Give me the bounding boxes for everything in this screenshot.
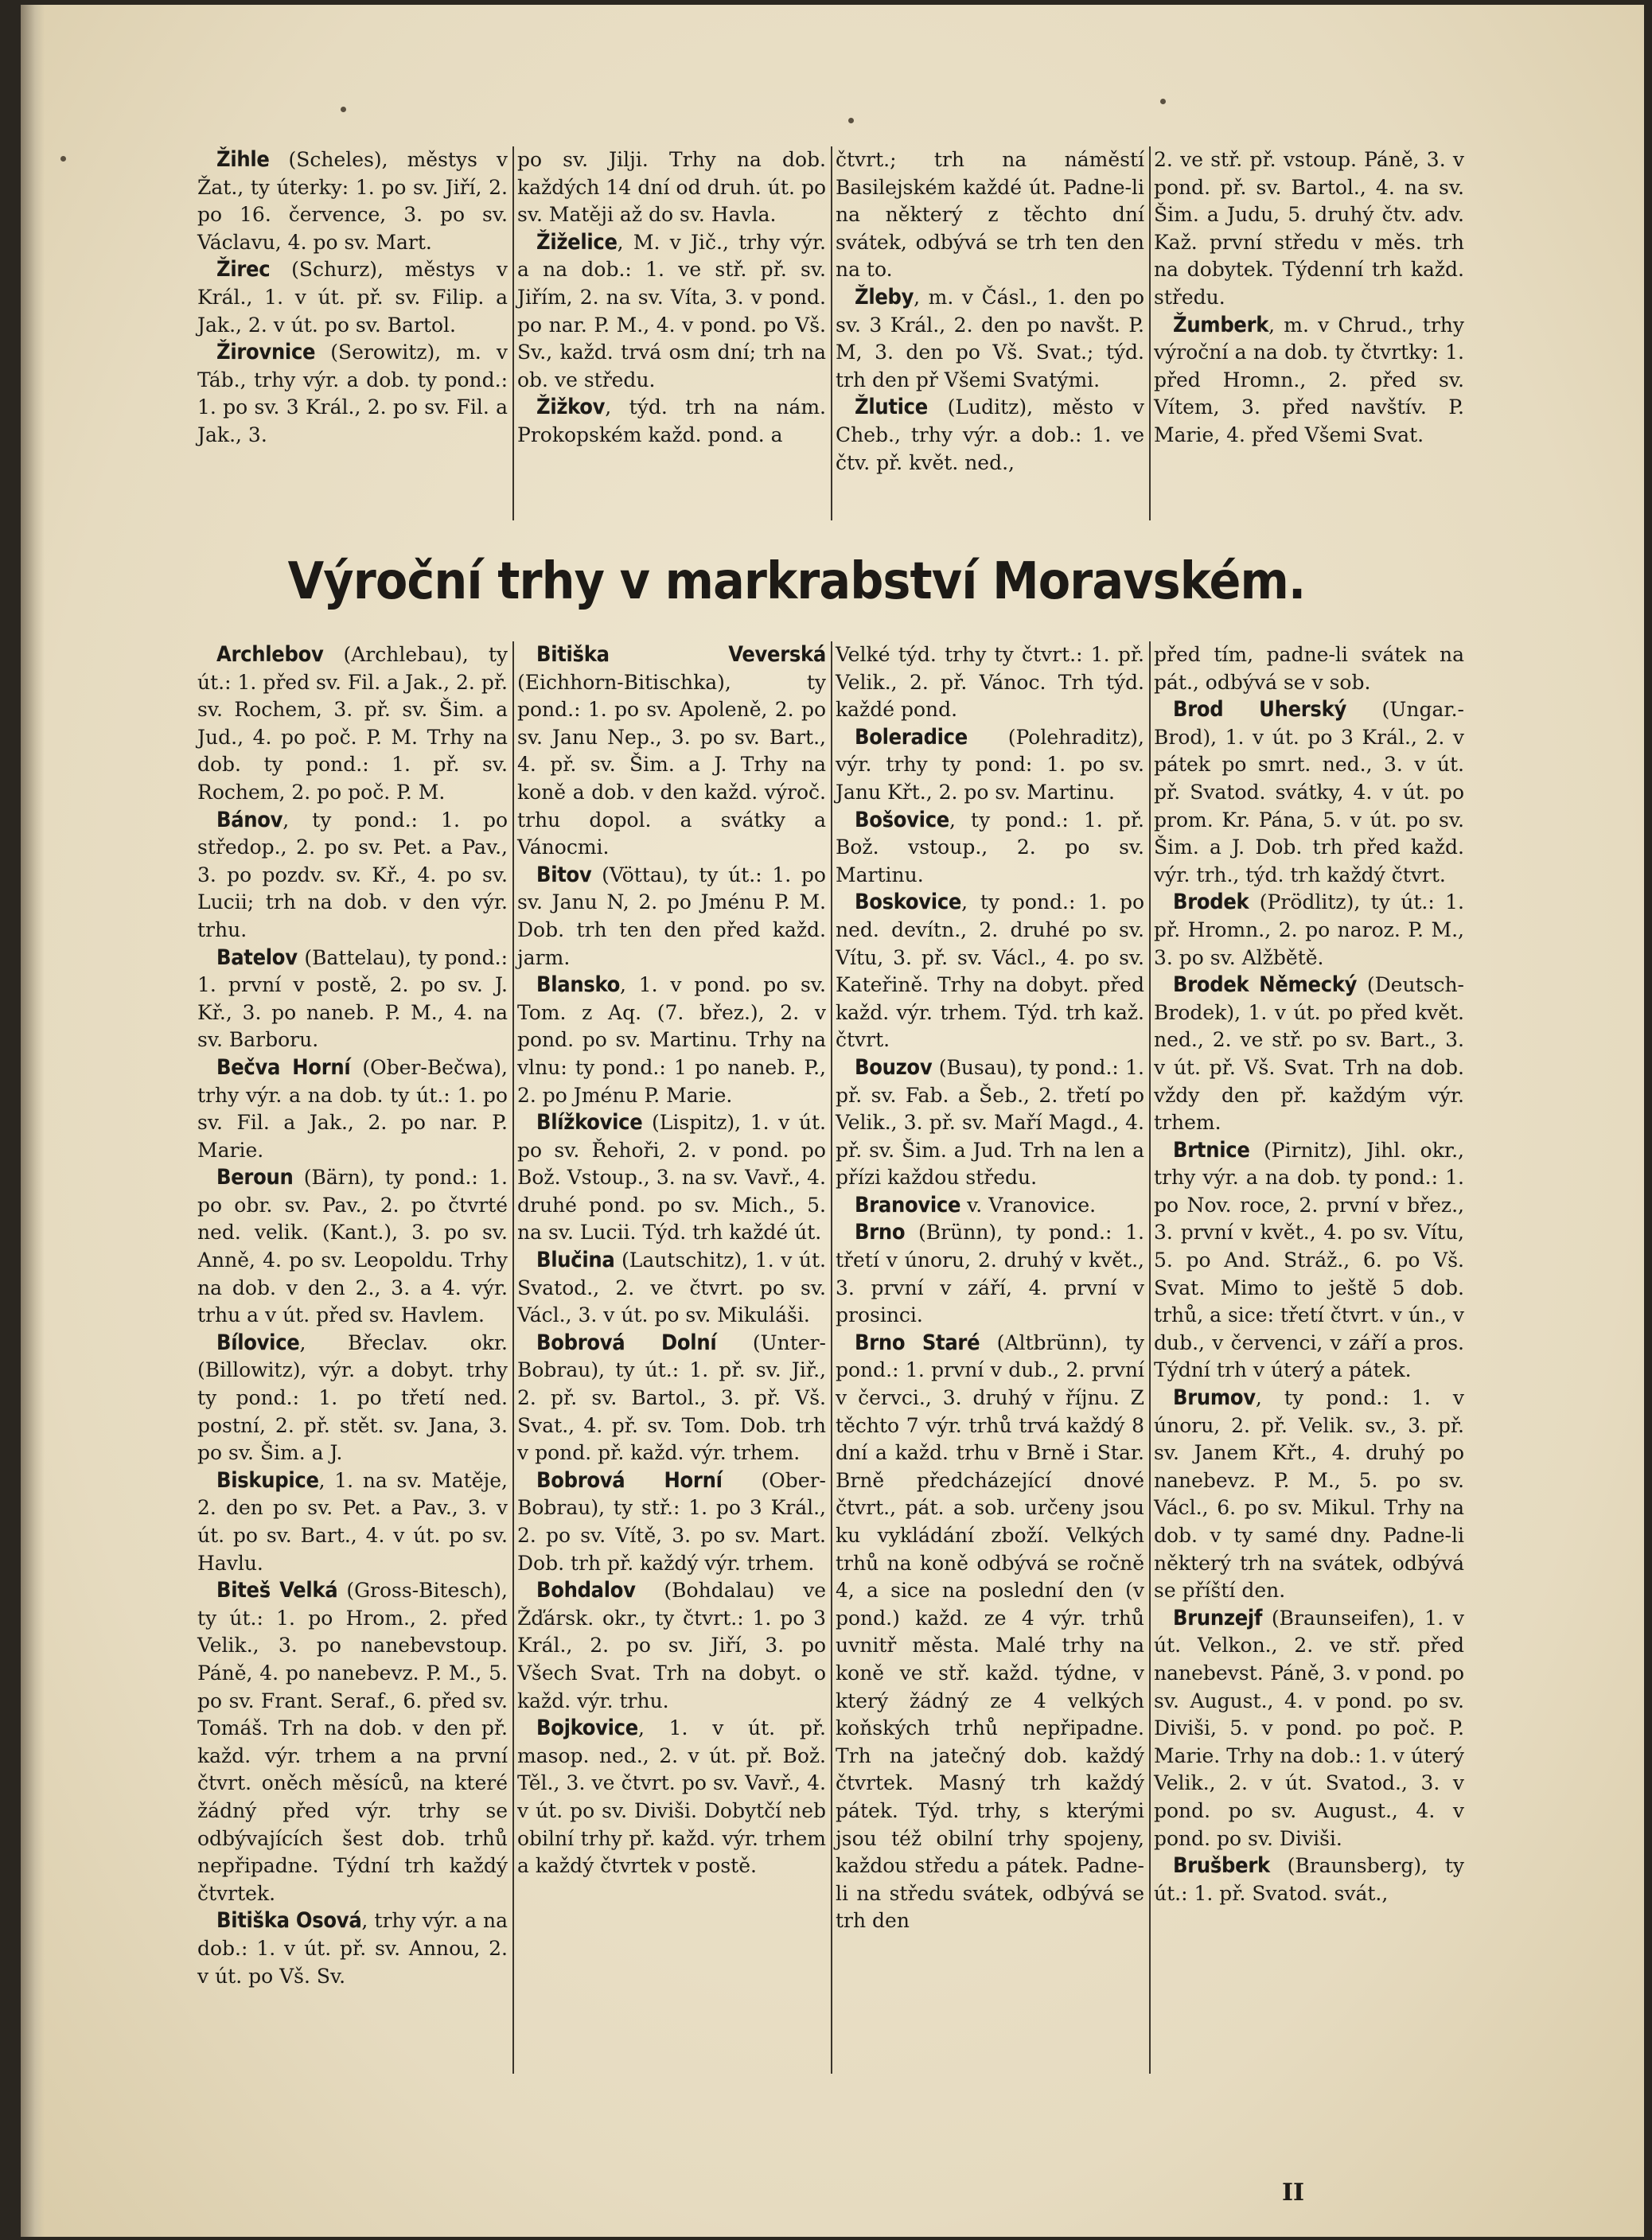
entry-heading: Bobrová Horní <box>536 1467 723 1493</box>
entry-heading: Brodek Německý <box>1173 972 1358 998</box>
bottom-column-1 <box>197 641 508 1990</box>
entry-heading: Bílovice <box>216 1330 300 1355</box>
entry-heading: Žižkov <box>536 395 606 420</box>
entry <box>836 284 1144 394</box>
entry <box>1154 1605 1464 1852</box>
entry-heading: Bitov <box>536 862 592 887</box>
page <box>21 5 1644 2237</box>
entry <box>517 862 826 972</box>
entry-text: , ty pond.: 1. po ned. devítn., 2. druhé po sv. Vítu, 3. př. sv. Václ., 4. po sv. Kateřině. Trhy na dobyt. před každ. výr. trhem. Týd. trh kaž. čtvrt. <box>836 890 1144 1052</box>
entry-heading: Žumberk <box>1173 312 1269 337</box>
entry-text: (Battelau), ty pond.: 1. první v postě, 2. po sv. J. Kř., 3. po naneb. P. M., 4. na sv. Barboru. <box>197 945 508 1052</box>
entry <box>836 1192 1144 1220</box>
entry <box>517 972 826 1109</box>
entry-heading: Žirec <box>216 257 271 282</box>
entry-heading: Bobrová Dolní <box>536 1330 717 1355</box>
entry-text: , M. v Jič., trhy výr. a na dob.: 1. ve stř. př. sv. Jiřím, 2. na sv. Víta, 3. v pond. po nar. P. M., 4. v pond. po Vš. Sv., každ. trvá osm dní; trh na ob. ve středu. <box>517 230 826 392</box>
entry-text: , 1. na sv. Matěje, 2. den po sv. Pet. a Pav., 3. v út. po sv. Bart., 4. v út. po sv. Havlu. <box>197 1468 508 1575</box>
entry-text: , ty pond.: 1. v únoru, 2. př. Velik. sv., 3. př. sv. Janem Křt., 4. druhý po nanebevz. P. M., 5. po sv. Václ., 6. po sv. Mikul. Trhy na dob. v ty samé dny. Padne-li některý trh na svátek, odbývá se příští den. <box>1154 1386 1464 1603</box>
column-rule <box>1149 146 1151 520</box>
entry-heading: Blansko <box>536 972 620 998</box>
entry-text: , trhy výr. a na dob.: 1. v út. př. sv. Annou, 2. v út. po Vš. Sv. <box>197 1909 508 1988</box>
entry-heading: Boleradice <box>855 724 968 750</box>
top-column-4 <box>1154 146 1464 450</box>
entry-text: (Lispitz), 1. v út. po sv. Řehoři, 2. v pond. po Bož. Vstoup., 3. na sv. Vavř., 4. druhé pond. po sv. Mich., 5. na sv. Lucii. Týd. trh každé út. <box>517 1111 826 1245</box>
entry <box>517 1330 826 1467</box>
entry <box>1154 146 1464 312</box>
column-rule <box>831 146 832 520</box>
entry-text: čtvrt.; trh na náměstí Basilejském každé út. Padne-li na některý z těchto dní svátek, odbývá se trh ten den na to. <box>836 148 1144 282</box>
entry-text: (Prödlitz), ty út.: 1. př. Hromn., 2. po naroz. P. M., 3. po sv. Alžbětě. <box>1154 890 1464 969</box>
bottom-column-4 <box>1154 641 1464 1907</box>
top-column-1 <box>197 146 508 450</box>
entry-text: , m. v Chrud., trhy výroční a na dob. ty čtvrtky: 1. před Hromn., 2. před sv. Vítem, 3. před navštív. P. Marie, 4. před Všemi Svat. <box>1154 313 1464 446</box>
entry <box>1154 889 1464 972</box>
entry-heading: Archlebov <box>216 642 324 667</box>
book-spine-shadow <box>21 5 45 2237</box>
entry-text: , Břeclav. okr. (Billowitz), výr. a dobyt. trhy ty pond.: 1. po třetí ned. postní, 2. př. stět. sv. Jana, 3. po sv. Šim. a J. <box>197 1330 508 1465</box>
entry <box>836 807 1144 890</box>
entry-heading: Brunzejf <box>1173 1605 1263 1630</box>
entry <box>517 394 826 449</box>
entry-text: před tím, padne-li svátek na pát., odbývá se v sob. <box>1154 643 1464 694</box>
entry <box>517 1247 826 1330</box>
column-rule <box>1149 641 1151 2074</box>
entry <box>1154 972 1464 1137</box>
entry-text: (Unter-Bobrau), ty út.: 1. př. sv. Jiř., 2. př. sv. Bartol., 3. př. Vš. Svat., 4. př. sv. Tom. Dob. trh v pond. př. každ. výr. trhem. <box>517 1330 826 1465</box>
entry-heading: Bitiška Veverská <box>536 642 826 667</box>
bottom-column-3 <box>836 641 1144 1935</box>
entry-heading: Bojkovice <box>536 1716 638 1741</box>
entry <box>836 1219 1144 1329</box>
entry-text: po sv. Jilji. Trhy na dob. každých 14 dní od druh. út. po sv. Matěji až do sv. Havla. <box>517 148 826 227</box>
entry-text: (Vöttau), ty út.: 1. po sv. Janu N, 2. po Jménu P. M. Dob. trh ten den před každ. jarm. <box>517 863 826 969</box>
entry <box>197 641 508 807</box>
entry <box>197 807 508 945</box>
entry <box>197 256 508 339</box>
entry <box>197 945 508 1054</box>
entry <box>197 1577 508 1907</box>
entry <box>1154 1852 1464 1907</box>
entry-heading: Bánov <box>216 807 283 832</box>
entry-heading: Batelov <box>216 945 298 970</box>
entry-text: , m. v Čásl., 1. den po sv. 3 Král., 2. den po navšt. P. M, 3. den po Vš. Svat.; týd. trh den př Všemi Svatými. <box>836 285 1144 392</box>
entry-text: 2. ve stř. př. vstoup. Páně, 3. v pond. př. sv. Bartol., 4. na sv. Šim. a Judu, 5. druhý čtv. adv. Kaž. první středu v měs. trh na dobytek. Týdenní trh každ. středu. <box>1154 148 1464 309</box>
entry-heading: Brtnice <box>1173 1137 1250 1163</box>
entry <box>517 229 826 395</box>
entry <box>836 394 1144 477</box>
entry-text: (Serowitz), m. v Táb., trhy výr. a dob. ty pond.: 1. po sv. 3 Král., 2. po sv. Fil. a Jak., 3. <box>197 341 508 446</box>
column-rule <box>512 146 514 520</box>
entry-text: (Braunsberg), ty út.: 1. př. Svatod. svát., <box>1154 1854 1464 1905</box>
entry-text: (Archlebau), ty út.: 1. před sv. Fil. a Jak., 2. př. sv. Rochem, 3. př. sv. Šim. a Jud., 4. po poč. P. M. Trhy na dob. ty pond.: 1. př. sv. Rochem, 2. po poč. P. M. <box>197 643 508 804</box>
entry <box>517 641 826 862</box>
entry <box>517 1467 826 1577</box>
entry-text: (Braunseifen), 1. v út. Velkon., 2. ve stř. před nanebevst. Páně, 3. v pond. po sv. August., 4. v pond. po sv. Diviši, 5. v pond. po poč. P. Marie. Trhy na dob.: 1. v úterý Velik., 2. v út. Svatod., 3. v pond. po sv. August., 4. v pond. po sv. Diviši. <box>1154 1606 1464 1850</box>
entry-heading: Blučina <box>536 1248 615 1273</box>
bottom-column-2 <box>517 641 826 1880</box>
entry <box>836 889 1144 1054</box>
entry <box>1154 696 1464 889</box>
entry-heading: Brno <box>855 1220 906 1245</box>
entry-text: , 1. v pond. po sv. Tom. z Aq. (7. břez.), 2. v pond. po sv. Martinu. Trhy na vlnu: ty pond.: 1 po naneb. P., 2. po Jménu P. Marie. <box>517 973 826 1107</box>
entry-text: (Busau), ty pond.: 1. př. sv. Fab. a Šeb., 2. třetí po Velik., 3. př. sv. Maří Magd., 4. př. sv. Šim. a Jud. Trh na len a přízi každou středu. <box>836 1055 1144 1190</box>
entry-text: v. Vranovice. <box>960 1193 1097 1217</box>
entry-heading: Boskovice <box>855 890 962 915</box>
entry-text: , týd. trh na nám. Prokopském každ. pond. a <box>517 395 826 446</box>
entry-heading: Bohdalov <box>536 1578 636 1603</box>
entry-heading: Žleby <box>855 284 914 310</box>
entry-heading: Biskupice <box>216 1467 319 1493</box>
entry <box>197 1467 508 1577</box>
entry-heading: Blížkovice <box>536 1110 643 1136</box>
entry <box>197 1054 508 1164</box>
entry-text: , ty pond.: 1. po středop., 2. po sv. Pet. a Pav., 3. po pozdv. sv. Kř., 4. po sv. Lucii; trh na dob. v den výr. trhu. <box>197 808 508 941</box>
entry <box>836 724 1144 807</box>
entry <box>197 146 508 256</box>
entry <box>836 146 1144 284</box>
entry <box>197 1907 508 1990</box>
entry-text: (Brünn), ty pond.: 1. třetí v únoru, 2. druhý v květ., 3. první v září, 4. první v prosinci. <box>836 1221 1144 1327</box>
entry-text: , ty pond.: 1. př. Bož. vstoup., 2. po sv. Martinu. <box>836 808 1144 886</box>
paper-speck <box>848 118 854 123</box>
entry-text: (Scheles), městys v Žat., ty úterky: 1. po sv. Jiří, 2. po 16. července, 3. po sv. Václavu, 4. po sv. Mart. <box>197 148 508 254</box>
entry-text: (Ungar.-Brod), 1. v út. po 3 Král., 2. v pátek po smrt. ned., 3. v út. př. Svatod. svátky, 4. v út. po prom. Kr. Pána, 5. v út. po sv. Šim. a J. Dob. trh před každ. výr. trh., týd. trh každý čtvrt. <box>1154 698 1464 886</box>
entry <box>197 1330 508 1467</box>
entry-heading: Brodek <box>1173 890 1249 915</box>
entry-text: (Bohdalau) ve Žďársk. okr., ty čtvrt.: 1. po 3 Král., 2. po sv. Jiří, 3. po Všech Svat. Trh na dobyt. o každ. výr. trhu. <box>517 1579 826 1712</box>
entry <box>1154 1385 1464 1605</box>
entry-text: Velké týd. trhy ty čtvrt.: 1. př. Velik., 2. př. Vánoc. Trh týd. každé pond. <box>836 643 1144 722</box>
entry-heading: Bošovice <box>855 807 949 832</box>
entry <box>1154 641 1464 696</box>
section-title: Výroční trhy v markrabství Moravském. <box>287 552 1306 611</box>
entry-heading: Branovice <box>855 1192 961 1217</box>
entry-text: (Bärn), ty pond.: 1. po obr. sv. Pav., 2. po čtvrté ned. velik. (Kant.), 3. po sv. Anně, 4. po sv. Leopoldu. Trhy na dob. v den 2., 3. a 4. výr. trhu a v út. před sv. Havlem. <box>197 1166 508 1327</box>
paper-speck <box>60 156 66 162</box>
paper-speck <box>341 107 346 112</box>
paper-speck <box>1160 99 1166 104</box>
entry-heading: Žlutice <box>855 395 928 420</box>
entry <box>836 641 1144 724</box>
entry <box>836 1330 1144 1935</box>
entry-text: (Lautschitz), 1. v út. Svatod., 2. ve čtvrt. po sv. Václ., 3. v út. po sv. Mikuláši. <box>517 1249 826 1327</box>
column-rule <box>831 641 832 2074</box>
entry-text: (Luditz), město v Cheb., trhy výr. a dob.: 1. ve čtv. př. květ. ned., <box>836 395 1144 474</box>
entry-heading: Beroun <box>216 1165 294 1190</box>
page-number: II <box>1282 2179 1305 2207</box>
entry <box>517 1577 826 1715</box>
entry <box>197 339 508 449</box>
entry <box>197 1164 508 1330</box>
entry-heading: Žihle <box>216 147 270 172</box>
top-column-2 <box>517 146 826 450</box>
entry-text: , 1. v út. př. masop. ned., 2. v út. př. Bož. Těl., 3. ve čtvrt. po sv. Vavř., 4. v út. po sv. Diviši. Dobytčí neb obilní trhy př. každ. výr. trhem a každý čtvrtek v postě. <box>517 1716 826 1878</box>
entry-text: (Polehraditz), výr. trhy ty pond: 1. po sv. Janu Křt., 2. po sv. Martinu. <box>836 725 1144 804</box>
entry <box>517 1109 826 1247</box>
entry-text: (Altbrünn), ty pond.: 1. první v dub., 2. první v červci., 3. druhý v říjnu. Z těchto 7 výr. trhů trvá každý 8 dní a každ. trhu v Brně i Star. Brně předcházející dnové čtvrt., pát. a sob. určeny jsou ku vykládání zboží. Velkých trhů na koně odbývá se ročně 4, a sice na poslední den (v pond.) každ. ze 4 výr. trhů uvnitř města. Malé trhy na koně ve stř. každ. týdne, v který žádný ze 4 velkých koňských trhů nepřipadne. Trh na jatečný dob. každý čtvrtek. Masný trh každý pátek. Týd. trhy, s kterými jsou též obilní trhy spojeny, každou středu a pátek. Padne-li na středu svátek, odbývá se trh den <box>836 1330 1144 1933</box>
entry <box>517 146 826 229</box>
top-column-3 <box>836 146 1144 477</box>
entry-text: (Deutsch-Brodek), 1. v út. po před květ. ned., 2. ve stř. po sv. Bart., 3. v út. př. Vš. Svat. Trh na dob. vždy den př. každým výr. trhem. <box>1154 973 1464 1135</box>
entry-text: (Ober-Bobrau), ty stř.: 1. po 3 Král., 2. po sv. Vítě, 3. po sv. Mart. Dob. trh př. každý výr. trhem. <box>517 1468 826 1575</box>
entry-heading: Brušberk <box>1173 1853 1270 1879</box>
entry-text: (Ober-Bečwa), trhy výr. a na dob. ty út.: 1. po sv. Fil. a Jak., 2. po nar. P. Marie. <box>197 1055 508 1162</box>
entry-heading: Brno Staré <box>855 1330 980 1355</box>
entry-heading: Žiželice <box>536 229 618 255</box>
entry <box>1154 1137 1464 1385</box>
entry-heading: Brod Uherský <box>1173 697 1346 723</box>
entry-heading: Brumov <box>1173 1385 1256 1411</box>
entry-heading: Bečva Horní <box>216 1054 351 1080</box>
entry-heading: Bouzov <box>855 1054 933 1080</box>
entry-text: (Gross-Bitesch), ty út.: 1. po Hrom., 2. před Velik., 3. po nanebevstoup. Páně, 4. po nanebevz. P. M., 5. po sv. Frant. Seraf., 6. před sv. Tomáš. Trh na dob. v den př. každ. výr. trhem a na první čtvrt. oněch měsíců, na které žádný před výr. trhy se odbývajících šest dob. trhů nepřipadne. Týdní trh každý čtvrtek. <box>197 1579 508 1905</box>
entry-heading: Bitiška Osová <box>216 1908 362 1934</box>
entry-heading: Biteš Velká <box>216 1578 338 1603</box>
entry <box>517 1715 826 1880</box>
entry <box>836 1054 1144 1192</box>
entry-text: (Eichhorn-Bitischka), ty pond.: 1. po sv. Apoleně, 2. po sv. Janu Nep., 3. po sv. Bart., 4. př. sv. Šim. a J. Trhy na koně a dob. v den každ. výroč. trhu dopol. a svátky a Vánocmi. <box>517 670 826 859</box>
entry-heading: Žirovnice <box>216 340 316 365</box>
entry-text: (Pirnitz), Jihl. okr., trhy výr. a na dob. ty pond.: 1. po Nov. roce, 2. první v břez., 3. první v květ., 4. po sv. Vítu, 5. po And. Stráž., 6. po Vš. Svat. Mimo to ještě 5 dob. trhů, a sice: třetí čtvrt. v ún., v dub., v červenci, v září a pros. Týdní trh v úterý a pátek. <box>1154 1138 1465 1382</box>
entry-text: (Schurz), městys v Král., 1. v út. př. sv. Filip. a Jak., 2. v út. po sv. Bartol. <box>197 258 508 337</box>
column-rule <box>512 641 514 2074</box>
entry <box>1154 312 1464 450</box>
